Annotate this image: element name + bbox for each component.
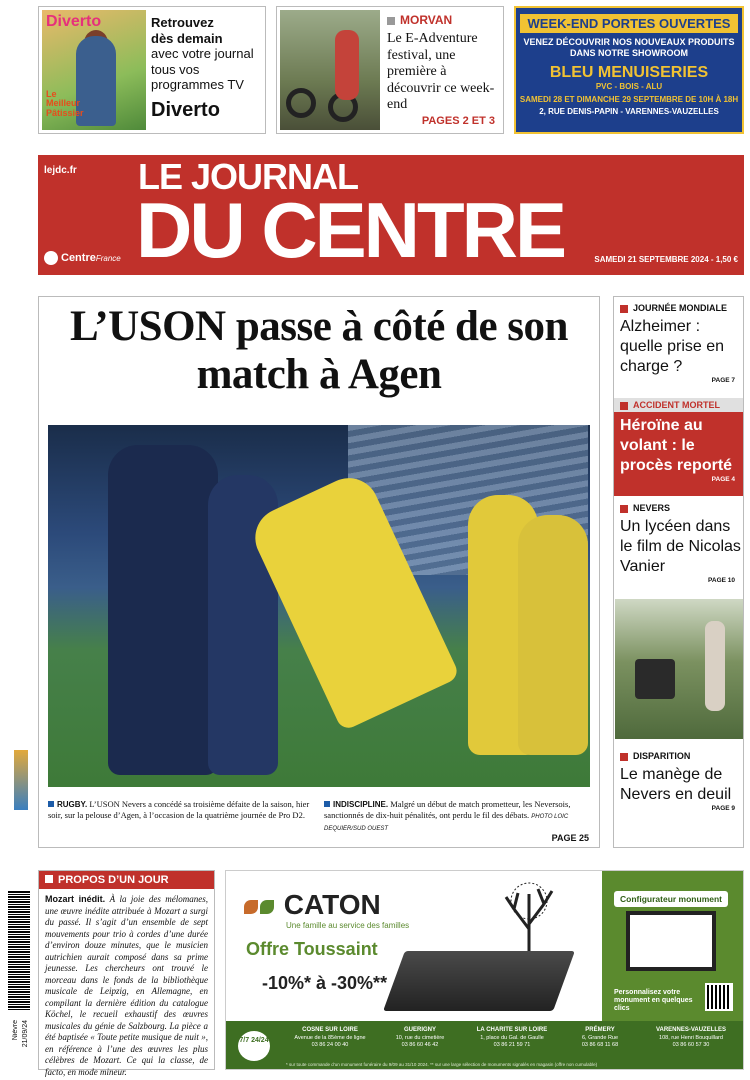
- monument-image: [383, 951, 575, 1011]
- caton-logo: CATON: [244, 889, 381, 921]
- sidebar: [613, 296, 744, 848]
- configurator-text: Personnalisez votre monument en quelques clics: [614, 989, 693, 1013]
- main-headline[interactable]: L’USON passe à côté de son match à Agen: [70, 303, 568, 399]
- centre-france-logo: CentreFrance: [44, 251, 121, 265]
- left-strip: [4, 750, 32, 1080]
- ad-brand: BLEU MENUISERIES: [549, 63, 709, 81]
- leaf-icon: [244, 900, 258, 914]
- masthead: [38, 155, 744, 275]
- sidebar-item-disparition[interactable]: DISPARITION Le manège de Nevers en deuil PAGE 9: [620, 751, 735, 812]
- ad-sub: PVC - BOIS - ALU: [595, 81, 663, 91]
- monitor-icon: [626, 911, 716, 971]
- caton-stores-bar: [226, 1021, 744, 1070]
- store-item: GUERIGNY 10, rue du cimetière 03 86 60 46 42: [395, 1027, 445, 1048]
- ad-title: WEEK-END PORTES OUVERTES: [520, 14, 739, 33]
- moto-photo: [280, 10, 380, 130]
- morvan-pages: PAGES 2 ET 3: [421, 115, 495, 127]
- ad-caton[interactable]: [225, 870, 744, 1070]
- caton-fine-print: * sur toute commande d’un monument funéraire du 9/09 au 31/10 2024. ** sur une large sélection de monuments signalés en magasin (offre non cumulable): [286, 1062, 598, 1067]
- main-story[interactable]: [38, 296, 600, 848]
- configurator-title[interactable]: Configurateur monument: [614, 891, 728, 907]
- propos-kicker: PROPOS D’UN JOUR: [39, 871, 214, 889]
- caption-rugby: RUGBY. L’USON Nevers a concédé sa troisième défaite de la saison, hier soir, sur la pelouse d’Agen, à l’occasion de la quatrième journée de Pro D2.: [48, 799, 310, 821]
- caton-tagline: Une famille au service des familles: [286, 921, 410, 930]
- film-set-photo: [615, 599, 743, 739]
- propos-body: Mozart inédit. À la joie des mélomanes, une œuvre inédite attribuée à Mozart a surgi du passé. Il s’agit d’un ensemble de sept mouvements pour trio à cordes d’une durée d’environ douze minutes, que le musicien autrichien aurait composé dans sa prime jeunesse. Les chercheurs ont trouvé le morceau dans le fonds de la bibliothèque musicale de Leipzig, en Allemagne, en compilant la dernière édition du catalogue Köchel, le recueil exhaustif des œuvres musicales du génie de Salzbourg. La pièce a été baptisée « Toute petite musique de nuit », en référence à l’une des œuvres les plus célèbres de Mozart. Ce qui la classe, de facto, en mode mineur.: [45, 894, 209, 1077]
- configurator-panel[interactable]: [602, 871, 744, 1021]
- caton-offer: Offre Toussaint: [246, 939, 378, 959]
- qr-code-icon[interactable]: [705, 983, 733, 1011]
- caton-discount: -10%* à -30%**: [262, 973, 388, 993]
- propos-dun-jour[interactable]: [38, 870, 215, 1077]
- store-item: LA CHARITE SUR LOIRE 1, place du Gal. de Gaulle 03 86 21 59 71: [476, 1027, 548, 1048]
- store-item: COSNE SUR LOIRE Avenue de la 85ème de ligne 03 86 24 00 40: [294, 1027, 366, 1048]
- ad-date: SAMEDI 28 ET DIMANCHE 29 SEPTEMBRE DE 10H À 18H: [519, 94, 739, 104]
- sidebar-item-accident[interactable]: ACCIDENT MORTEL Héroïne au volant : le procès reporté PAGE 4: [614, 398, 743, 496]
- diverto-teaser-text: Retrouvez dès demain avec votre journal tous vos programmes TV: [151, 15, 254, 93]
- store-item: PRÉMERY 6, Grande Rue 03 86 68 11 68: [581, 1027, 619, 1048]
- pefc-logo: [14, 750, 28, 810]
- tree-sculpture-icon: [494, 879, 564, 959]
- morvan-kicker: MORVAN: [387, 13, 452, 27]
- teaser-morvan[interactable]: [276, 6, 504, 134]
- morvan-teaser-text: Le E-Adventure festival, une première à découvrir ce week-end: [387, 31, 495, 113]
- ad-bleu-menuiseries[interactable]: [514, 6, 744, 134]
- masthead-title-line1: LE JOURNAL: [138, 156, 359, 197]
- site-url[interactable]: lejdc.fr: [44, 165, 77, 176]
- diverto-brand: Diverto: [151, 99, 220, 121]
- diverto-cover-headline: Le Meilleur Pâtissier: [46, 89, 84, 118]
- issue-date-price: SAMEDI 21 SEPTEMBRE 2024 - 1,50 €: [594, 255, 738, 264]
- store-item: VARENNES-VAUZELLES 108, rue Henri Bouquillard 03 86 60 57 30: [655, 1027, 727, 1048]
- diverto-cover-logo: Diverto: [46, 13, 102, 30]
- masthead-title-line2: DU CENTRE: [136, 186, 565, 274]
- rugby-photo: [48, 425, 590, 787]
- sidebar-item-nevers[interactable]: NEVERS Un lycéen dans le film de Nicolas Vanier PAGE 10: [620, 503, 741, 584]
- hours-badge: 7/7 24/24: [238, 1031, 270, 1061]
- diverto-cover-image: [42, 10, 146, 130]
- ad-address: 2, RUE DENIS-PAPIN - VARENNES-VAUZELLES: [539, 106, 719, 116]
- teaser-diverto[interactable]: [38, 6, 266, 134]
- sidebar-item-alzheimer[interactable]: JOURNÉE MONDIALE Alzheimer : quelle prise en charge ? PAGE 7: [620, 303, 735, 384]
- ad-line: VENEZ DÉCOUVRIR NOS NOUVEAUX PRODUITS DANS NOTRE SHOWROOM: [523, 37, 735, 58]
- main-page-ref: PAGE 25: [551, 833, 589, 843]
- barcode: [8, 890, 30, 1010]
- edition-name: Nièvre: [12, 1020, 19, 1041]
- centre-france-icon: [44, 251, 58, 265]
- edition-date: 21/09/24: [22, 1020, 29, 1048]
- leaf-icon: [260, 900, 274, 914]
- photo-credit: PHOTO LOIC DEQUIER/SUD OUEST: [324, 814, 569, 833]
- caption-indiscipline: INDISCIPLINE. Malgré un début de match prometteur, les Neversois, sanctionnés de dix-huit pénalités, ont perdu le fil des débats. PHOTO LOIC DEQUIER/SUD OUEST: [324, 799, 571, 833]
